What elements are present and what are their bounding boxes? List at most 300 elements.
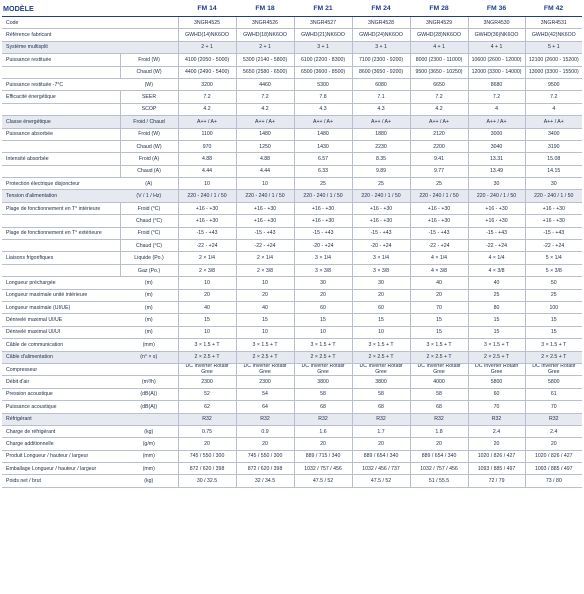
row-label: Efficacité énergétique (2, 91, 120, 103)
row-label: Code (2, 17, 120, 29)
table-cell: 2 × 2.5 + T (294, 351, 352, 363)
table-cell: 5 + 1 (525, 41, 582, 53)
table-row (2, 301, 582, 313)
table-cell: +16 - +30 (410, 202, 468, 214)
table-row (2, 351, 582, 363)
table-cell: 3 × 1.5 + T (352, 339, 410, 351)
model-column-header: FM 42 (525, 2, 582, 17)
row-unit: (mm) (120, 463, 178, 475)
table-cell: 3NGR4526 (236, 17, 294, 29)
table-cell: 872 / 620 / 398 (236, 463, 294, 475)
table-cell: -15 - +43 (525, 227, 582, 239)
table-cell: GWHD(28)NK6OO (410, 29, 468, 41)
table-cell: 15 (525, 326, 582, 338)
table-cell: 25 (352, 178, 410, 190)
table-cell: 52 (178, 388, 236, 400)
table-cell: 3000 (468, 128, 525, 140)
table-row (2, 190, 582, 202)
table-cell: 4 (468, 103, 525, 115)
table-cell: +16 - +30 (525, 215, 582, 227)
table-cell: 64 (236, 401, 294, 413)
row-label: Câble de communication (2, 339, 120, 351)
table-row (2, 17, 582, 29)
table-cell: 1430 (294, 140, 352, 152)
table-cell: 6.33 (294, 165, 352, 177)
table-cell: 1100 (178, 128, 236, 140)
table-cell: 20 (525, 438, 582, 450)
table-cell: DC Inverter Rotatif Gree (236, 363, 294, 375)
table-cell: 1020 / 826 / 427 (468, 450, 525, 462)
table-cell: R32 (178, 413, 236, 425)
row-label: Puissance acoustique (2, 401, 120, 413)
table-cell: 25 (294, 178, 352, 190)
table-cell: 1250 (236, 140, 294, 152)
table-cell: 15 (468, 326, 525, 338)
table-cell: 3 × 1.5 + T (468, 339, 525, 351)
table-cell: 889 / 715 / 340 (294, 450, 352, 462)
table-cell: 5800 (525, 376, 582, 388)
table-cell: 4 × 1/4 (468, 252, 525, 264)
table-cell: 40 (410, 277, 468, 289)
row-label (2, 103, 120, 115)
table-cell: GWHD(21)NK6OO (294, 29, 352, 41)
table-cell: 6.57 (294, 153, 352, 165)
table-cell: 30 (468, 178, 525, 190)
table-cell: A++ / A+ (236, 116, 294, 128)
table-cell: 2230 (352, 140, 410, 152)
row-unit: (m) (120, 301, 178, 313)
row-sublabel: Froid (A) (120, 153, 178, 165)
table-cell: +16 - +30 (178, 202, 236, 214)
table-cell: 4.2 (410, 103, 468, 115)
table-cell: +16 - +30 (294, 202, 352, 214)
table-cell: GWHD(42)NK6OO (525, 29, 582, 41)
table-cell: 4100 (2050 - 5000) (178, 54, 236, 66)
table-cell: 8000 (2300 - 11000) (410, 54, 468, 66)
table-cell: R32 (352, 413, 410, 425)
table-cell: 2.4 (468, 425, 525, 437)
table-cell: 5300 (2140 - 5800) (236, 54, 294, 66)
row-label: Produit Longueur / hauteur / largeur (2, 450, 120, 462)
table-cell: 2120 (410, 128, 468, 140)
row-sublabel: SEER (120, 91, 178, 103)
table-cell: 15 (178, 314, 236, 326)
table-row (2, 66, 582, 78)
table-cell: 60 (294, 301, 352, 313)
table-cell: 3040 (468, 140, 525, 152)
row-unit (120, 29, 178, 41)
table-cell: 20 (352, 289, 410, 301)
row-sublabel: Chaud (A) (120, 165, 178, 177)
row-sublabel: Froid (°C) (120, 227, 178, 239)
table-cell: 10 (352, 326, 410, 338)
table-cell: 20 (236, 289, 294, 301)
table-cell: -15 - +43 (294, 227, 352, 239)
table-row (2, 116, 582, 128)
row-unit: (W) (120, 78, 178, 90)
table-cell: 8.35 (352, 153, 410, 165)
model-header: MODÈLE (2, 2, 178, 17)
table-cell: 70 (525, 401, 582, 413)
table-row (2, 128, 582, 140)
table-cell: 2300 (236, 376, 294, 388)
table-cell: 3 × 3/8 (294, 264, 352, 276)
table-cell: 2 × 2.5 + T (178, 351, 236, 363)
table-cell: 7.2 (236, 91, 294, 103)
table-cell: DC Inverter Rotatif Gree (294, 363, 352, 375)
row-label: Plage de fonctionnement en T° intérieure (2, 202, 120, 214)
row-label: Dénivelé maximal UI/UI (2, 326, 120, 338)
table-cell: +16 - +30 (294, 215, 352, 227)
table-row (2, 264, 582, 276)
table-cell: 2300 (178, 376, 236, 388)
table-cell: 68 (352, 401, 410, 413)
model-column-header: FM 14 (178, 2, 236, 17)
row-unit: (g/m) (120, 438, 178, 450)
table-cell: 20 (352, 438, 410, 450)
table-cell: 220 - 240 / 1 / 50 (294, 190, 352, 202)
table-cell: 7.2 (468, 91, 525, 103)
table-cell: 872 / 620 / 398 (178, 463, 236, 475)
model-column-header: FM 21 (294, 2, 352, 17)
table-cell: 4.88 (178, 153, 236, 165)
table-cell: 3 × 1.5 + T (178, 339, 236, 351)
table-cell: -20 - +24 (294, 240, 352, 252)
row-label: Protection électrique disjoncteur (2, 178, 120, 190)
table-cell: 3 + 1 (294, 41, 352, 53)
table-row (2, 388, 582, 400)
table-cell: 30 / 32.5 (178, 475, 236, 487)
table-cell: 7.2 (178, 91, 236, 103)
table-cell: 10 (236, 277, 294, 289)
table-cell: +16 - +30 (468, 215, 525, 227)
table-cell: -20 - +24 (352, 240, 410, 252)
table-cell: 60 (468, 388, 525, 400)
row-label: Charge de réfrigérant (2, 425, 120, 437)
table-cell: +16 - +30 (236, 202, 294, 214)
table-cell: 5650 (2580 - 6500) (236, 66, 294, 78)
table-cell: 15 (525, 314, 582, 326)
table-cell: 4.44 (178, 165, 236, 177)
table-row (2, 363, 582, 375)
table-cell: 10 (178, 178, 236, 190)
table-cell: +16 - +30 (352, 202, 410, 214)
table-row (2, 215, 582, 227)
table-cell: -15 - +43 (236, 227, 294, 239)
table-cell: 40 (468, 277, 525, 289)
table-cell: 6080 (352, 78, 410, 90)
table-cell: 9.41 (410, 153, 468, 165)
table-row (2, 252, 582, 264)
row-unit: (m) (120, 314, 178, 326)
row-label: Compresseur (2, 363, 120, 375)
table-cell: 745 / 550 / 300 (236, 450, 294, 462)
table-row (2, 140, 582, 152)
row-sublabel: Chaud (°C) (120, 240, 178, 252)
table-cell: 10 (236, 326, 294, 338)
table-row (2, 438, 582, 450)
table-cell: 220 - 240 / 1 / 50 (236, 190, 294, 202)
table-cell: 220 - 240 / 1 / 50 (352, 190, 410, 202)
table-cell: 25 (468, 289, 525, 301)
row-sublabel: Froid (W) (120, 128, 178, 140)
table-cell: R32 (468, 413, 525, 425)
table-cell: 10 (178, 326, 236, 338)
table-cell: 20 (236, 438, 294, 450)
spec-table-body (2, 17, 582, 488)
table-cell: 2 × 2.5 + T (410, 351, 468, 363)
table-cell: DC Inverter Rotatif Gree (468, 363, 525, 375)
table-cell: 4 + 1 (468, 41, 525, 53)
row-label (2, 264, 120, 276)
row-label: Liaisons frigorifiques (2, 252, 120, 264)
table-row (2, 202, 582, 214)
table-cell: 20 (468, 438, 525, 450)
table-cell: 6500 (3600 - 8500) (294, 66, 352, 78)
table-cell: 20 (410, 438, 468, 450)
table-cell: +16 - +30 (178, 215, 236, 227)
table-cell: 2 × 2.5 + T (525, 351, 582, 363)
row-unit (120, 413, 178, 425)
table-cell: 2 × 2.5 + T (352, 351, 410, 363)
table-row (2, 103, 582, 115)
table-cell: 1032 / 757 / 456 (294, 463, 352, 475)
row-label: Tension d'alimentation (2, 190, 120, 202)
table-cell: GWHD(14)NK6OO (178, 29, 236, 41)
table-cell: 1093 / 885 / 497 (468, 463, 525, 475)
table-cell: 62 (178, 401, 236, 413)
table-cell: 73 / 80 (525, 475, 582, 487)
table-cell: 10 (178, 277, 236, 289)
table-cell: 2 × 2.5 + T (468, 351, 525, 363)
row-sublabel: Gaz (Po.) (120, 264, 178, 276)
table-cell: 1.8 (410, 425, 468, 437)
table-cell: 8600 (3650 - 9200) (352, 66, 410, 78)
table-cell: +16 - +30 (525, 202, 582, 214)
table-cell: 20 (294, 289, 352, 301)
table-cell: -22 - +24 (525, 240, 582, 252)
table-cell: 5800 (468, 376, 525, 388)
table-cell: 4.2 (236, 103, 294, 115)
table-cell: 2.4 (525, 425, 582, 437)
table-cell: 7.8 (294, 91, 352, 103)
row-label (2, 140, 120, 152)
table-cell: 9500 (3650 - 10250) (410, 66, 468, 78)
table-row (2, 413, 582, 425)
table-cell: 2 × 3/8 (178, 264, 236, 276)
table-cell: 3190 (525, 140, 582, 152)
table-cell: 72 / 79 (468, 475, 525, 487)
table-cell: 1032 / 456 / 737 (352, 463, 410, 475)
table-row (2, 326, 582, 338)
table-cell: 13.31 (468, 153, 525, 165)
row-unit: (n° × s) (120, 351, 178, 363)
table-cell: 15 (236, 314, 294, 326)
table-row (2, 165, 582, 177)
table-cell: 20 (294, 438, 352, 450)
table-cell: 6650 (410, 78, 468, 90)
table-cell: 1.6 (294, 425, 352, 437)
table-cell: 3 × 1.5 + T (410, 339, 468, 351)
row-unit: (m) (120, 277, 178, 289)
table-cell: 220 - 240 / 1 / 50 (468, 190, 525, 202)
table-cell: 970 (178, 140, 236, 152)
row-unit: (kg) (120, 425, 178, 437)
table-cell: 100 (525, 301, 582, 313)
table-cell: -15 - +43 (352, 227, 410, 239)
table-cell: 745 / 550 / 300 (178, 450, 236, 462)
table-cell: -22 - +24 (178, 240, 236, 252)
table-row (2, 401, 582, 413)
row-label: Plage de fonctionnement en T° extérieure (2, 227, 120, 239)
table-cell: DC Inverter Rotatif Gree (525, 363, 582, 375)
table-cell: 2 × 1/4 (236, 252, 294, 264)
table-cell: 4000 (410, 376, 468, 388)
table-cell: 4460 (236, 78, 294, 90)
table-cell: 50 (525, 277, 582, 289)
table-cell: -15 - +43 (410, 227, 468, 239)
table-cell: 4 × 3/8 (410, 264, 468, 276)
table-cell: 13000 (3300 - 15500) (525, 66, 582, 78)
row-unit: (mm) (120, 339, 178, 351)
table-row (2, 450, 582, 462)
table-cell: 3800 (294, 376, 352, 388)
row-label: Câble d'alimentation (2, 351, 120, 363)
table-cell: 7.2 (525, 91, 582, 103)
table-cell: 2 × 2.5 + T (236, 351, 294, 363)
table-cell: A++ / A+ (410, 116, 468, 128)
model-column-header: FM 36 (468, 2, 525, 17)
table-cell: 220 - 240 / 1 / 50 (410, 190, 468, 202)
table-row (2, 54, 582, 66)
table-cell: A++ / A+ (525, 116, 582, 128)
row-unit: (kg) (120, 475, 178, 487)
table-cell: 70 (410, 301, 468, 313)
table-cell: 3 × 1/4 (352, 252, 410, 264)
table-cell: +16 - +30 (410, 215, 468, 227)
table-cell: 3200 (178, 78, 236, 90)
row-label: Réfrigérant (2, 413, 120, 425)
table-cell: 5 × 1/4 (525, 252, 582, 264)
table-cell: 15 (468, 314, 525, 326)
table-cell: DC Inverter Rotatif Gree (410, 363, 468, 375)
table-cell: GWHD(24)NK6OO (352, 29, 410, 41)
table-row (2, 78, 582, 90)
table-cell: 40 (236, 301, 294, 313)
table-cell: 60 (352, 301, 410, 313)
table-cell: 15 (352, 314, 410, 326)
table-cell: -22 - +24 (236, 240, 294, 252)
row-sublabel: Froid / Chaud (120, 116, 178, 128)
table-cell: 3 + 1 (352, 41, 410, 53)
row-label: Pression acoustique (2, 388, 120, 400)
table-cell: 4 + 1 (410, 41, 468, 53)
row-unit (120, 363, 178, 375)
table-row (2, 376, 582, 388)
table-cell: 4.3 (352, 103, 410, 115)
row-label (2, 66, 120, 78)
table-cell: 1.7 (352, 425, 410, 437)
table-cell: 32 / 34.5 (236, 475, 294, 487)
table-row (2, 41, 582, 53)
table-cell: 9.77 (410, 165, 468, 177)
table-cell: 4.44 (236, 165, 294, 177)
table-cell: 15 (410, 314, 468, 326)
row-sublabel: Liquide (Po.) (120, 252, 178, 264)
row-label: Charge additionnelle (2, 438, 120, 450)
table-cell: -22 - +24 (468, 240, 525, 252)
table-cell: 4 (525, 103, 582, 115)
row-sublabel: Chaud (°C) (120, 215, 178, 227)
table-cell: 3 × 3/8 (352, 264, 410, 276)
table-cell: 15 (294, 314, 352, 326)
table-row (2, 339, 582, 351)
model-column-header: FM 24 (352, 2, 410, 17)
table-cell: 2 × 1/4 (178, 252, 236, 264)
table-row (2, 240, 582, 252)
table-cell: 40 (178, 301, 236, 313)
table-cell: 0.75 (178, 425, 236, 437)
row-unit: (m³/h) (120, 376, 178, 388)
row-label: Longueur préchargée (2, 277, 120, 289)
table-cell: 3 × 1.5 + T (294, 339, 352, 351)
table-cell: DC Inverter Rotatif Gree (352, 363, 410, 375)
table-cell: 3 × 1.5 + T (236, 339, 294, 351)
row-unit: (A) (120, 178, 178, 190)
table-cell: 25 (410, 178, 468, 190)
table-cell: 1880 (352, 128, 410, 140)
table-cell: 30 (352, 277, 410, 289)
table-cell: 58 (294, 388, 352, 400)
table-cell: -15 - +43 (468, 227, 525, 239)
table-cell: 7100 (2300 - 9200) (352, 54, 410, 66)
table-cell: R32 (525, 413, 582, 425)
model-column-header: FM 28 (410, 2, 468, 17)
row-sublabel: Froid (W) (120, 54, 178, 66)
table-row (2, 314, 582, 326)
table-cell: 80 (468, 301, 525, 313)
row-label: Puissance restituée -7°C (2, 78, 120, 90)
table-cell: R32 (294, 413, 352, 425)
table-cell: 14.15 (525, 165, 582, 177)
row-sublabel: SCOP (120, 103, 178, 115)
table-cell: 3NGR4525 (178, 17, 236, 29)
row-unit (120, 17, 178, 29)
table-cell: 1020 / 826 / 427 (525, 450, 582, 462)
table-cell: GWHD(36)NK6OO (468, 29, 525, 41)
table-cell: 2 + 1 (236, 41, 294, 53)
table-cell: 4 × 3/8 (468, 264, 525, 276)
table-cell: 20 (178, 289, 236, 301)
table-cell: 3NGR4527 (294, 17, 352, 29)
table-cell: 4.3 (294, 103, 352, 115)
row-label (2, 215, 120, 227)
table-cell: 5 × 3/8 (525, 264, 582, 276)
row-label: Système multisplit (2, 41, 120, 53)
row-label: Poids net / brut (2, 475, 120, 487)
table-cell: A++ / A+ (352, 116, 410, 128)
row-unit: (dB(A)) (120, 401, 178, 413)
table-cell: 47.5 / 52 (294, 475, 352, 487)
table-cell: 12000 (3300 - 14000) (468, 66, 525, 78)
table-cell: R32 (410, 413, 468, 425)
table-cell: GWHD(18)NK6OO (236, 29, 294, 41)
table-cell: 15.08 (525, 153, 582, 165)
row-label: Intensité absorbée (2, 153, 120, 165)
table-cell: 3400 (525, 128, 582, 140)
table-cell: 68 (294, 401, 352, 413)
table-cell: 1480 (294, 128, 352, 140)
